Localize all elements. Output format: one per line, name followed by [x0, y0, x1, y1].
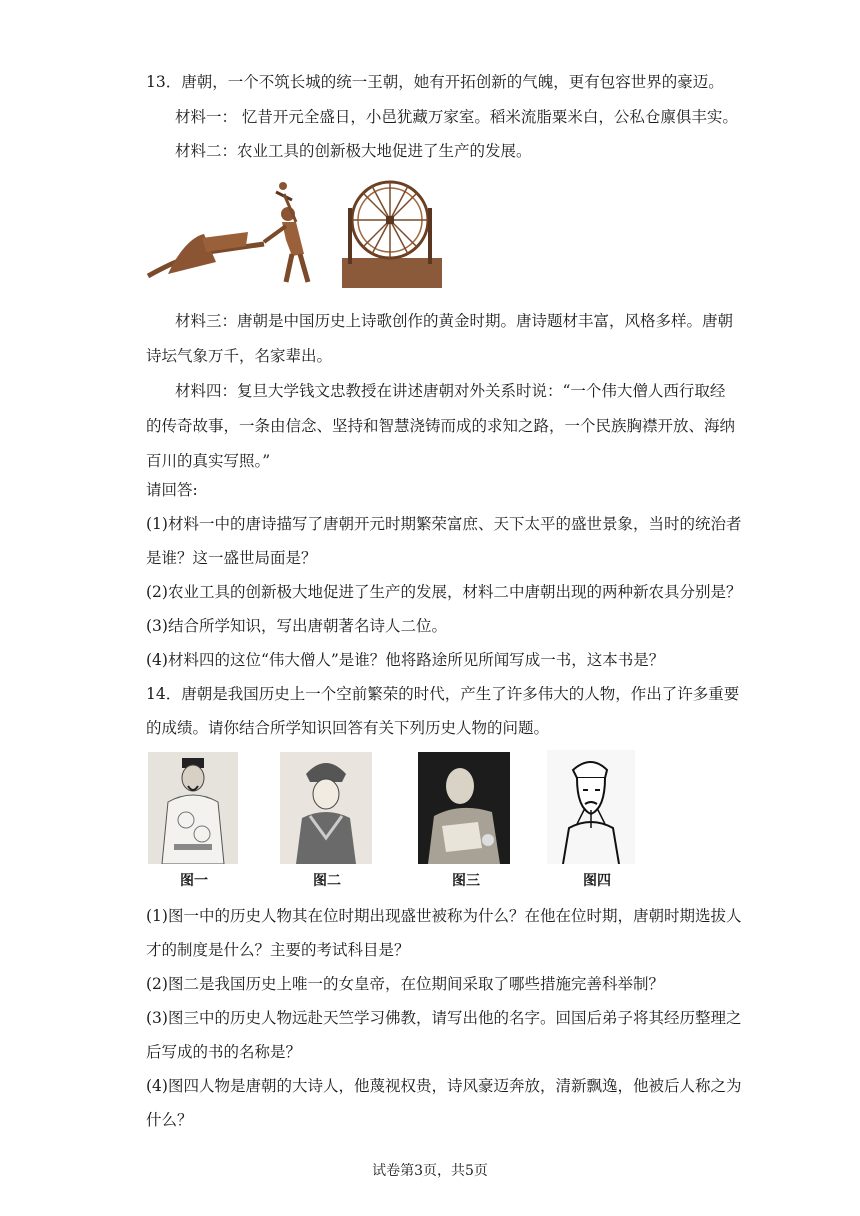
- q13-sub2: (2)农业工具的创新极大地促进了生产的发展，材料二中唐朝出现的两种新农具分别是？: [146, 583, 742, 601]
- q13-sub4: (4)材料四的这位“伟大僧人”是谁？他将路途所见所闻写成一书，这本书是？: [146, 651, 665, 669]
- q13-stem: 13．唐朝，一个不筑长城的统一王朝，她有开拓创新的气魄，更有包容世界的豪迈。: [146, 73, 724, 91]
- q14-stem-line1: 14．唐朝是我国历史上一个空前繁荣的时代，产生了许多伟大的人物，作出了许多重要: [146, 685, 740, 703]
- q14-sub1-line1: (1)图一中的历史人物其在位时期出现盛世被称为什么？在他在位时期，唐朝时期选拔人: [146, 907, 742, 925]
- portrait-li-bai-image: [547, 750, 635, 864]
- water-wheel-image: [342, 178, 442, 288]
- answer-prompt: 请回答:: [146, 481, 198, 499]
- material-2: 材料二：农业工具的创新极大地促进了生产的发展。: [175, 142, 532, 160]
- material-4-line3: 百川的真实写照。”: [146, 452, 271, 470]
- q14-sub1-line2: 才的制度是什么？主要的考试科目是？: [146, 941, 410, 959]
- q14-sub2: (2)图二是我国历史上唯一的女皇帝，在位期间采取了哪些措施完善科举制？: [146, 975, 664, 993]
- q14-sub4-line1: (4)图四人物是唐朝的大诗人，他蔑视权贵，诗风豪迈奔放，清新飘逸，他被后人称之为: [146, 1077, 742, 1095]
- material-4-line2: 的传奇故事，一条由信念、坚持和智慧浇铸而成的求知之路，一个民族胸襟开放、海纳: [146, 417, 736, 435]
- q13-sub3: (3)结合所学知识，写出唐朝著名诗人二位。: [146, 617, 447, 635]
- portrait-emperor-taizong-image: [148, 752, 238, 864]
- material-1: 材料一： 忆昔开元全盛日，小邑犹藏万家室。稻米流脂粟米白，公私仓廪俱丰实。: [175, 108, 738, 126]
- caption-fig3: 图三: [452, 873, 480, 889]
- q13-sub1-line2: 是谁？这一盛世局面是？: [146, 549, 317, 567]
- caption-fig4: 图四: [583, 873, 611, 889]
- material-3-line1: 材料三：唐朝是中国历史上诗歌创作的黄金时期。唐诗题材丰富，风格多样。唐朝: [175, 312, 734, 330]
- portrait-wu-zetian-image: [280, 752, 372, 864]
- q14-sub4-line2: 什么？: [146, 1111, 193, 1129]
- q13-sub1-line1: (1)材料一中的唐诗描写了唐朝开元时期繁荣富庶、天下太平的盛世景象，当时的统治者: [146, 515, 742, 533]
- q14-stem-line2: 的成绩。请你结合所学知识回答有关下列历史人物的问题。: [146, 719, 550, 737]
- caption-fig1: 图一: [180, 873, 208, 889]
- q14-sub3-line1: (3)图三中的历史人物远赴天竺学习佛教，请写出他的名字。回国后弟子将其经历整理之: [146, 1009, 742, 1027]
- material-3-line2: 诗坛气象万千，名家辈出。: [146, 347, 333, 365]
- curved-plough-image: [146, 178, 326, 288]
- caption-fig2: 图二: [313, 873, 341, 889]
- q14-sub3-line2: 后写成的书的名称是？: [146, 1043, 302, 1061]
- material-4-line1: 材料四：复旦大学钱文忠教授在讲述唐朝对外关系时说：“一个伟大僧人西行取经: [175, 382, 726, 400]
- page-footer: 试卷第3页，共5页: [372, 1163, 488, 1179]
- portrait-xuanzang-image: [418, 752, 510, 864]
